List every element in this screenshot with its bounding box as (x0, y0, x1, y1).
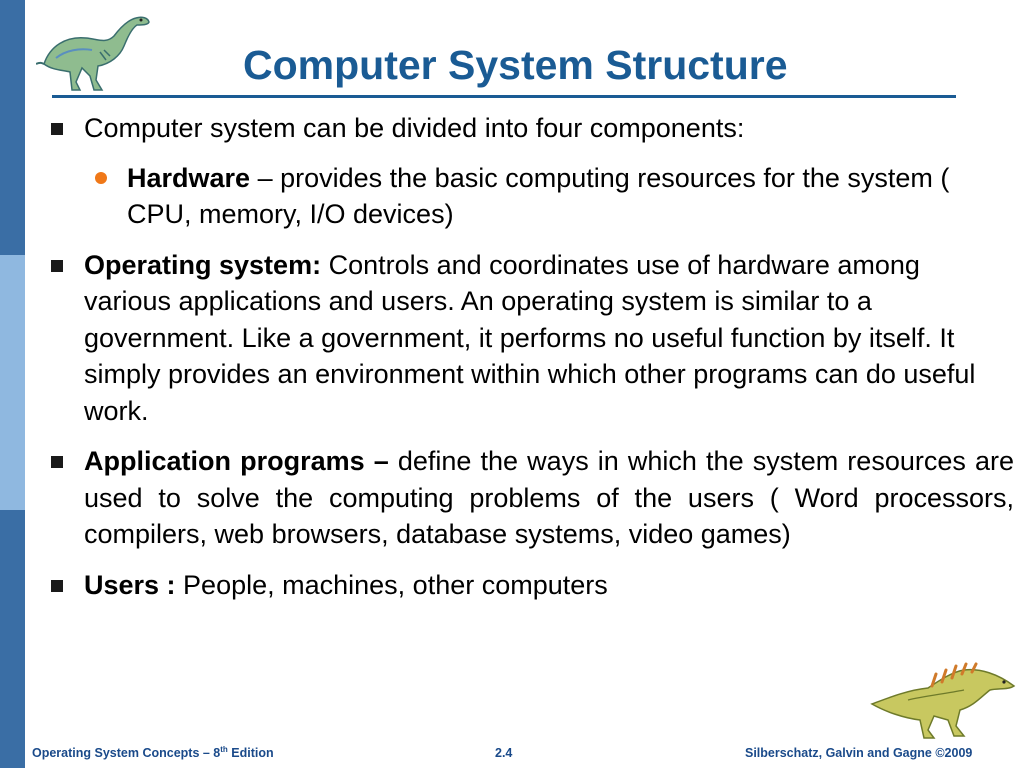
dinosaur-icon (36, 6, 156, 96)
dinosaur-icon (868, 660, 1018, 740)
bullet-item-hardware (92, 160, 1014, 233)
item-heading: Hardware (127, 162, 251, 193)
footer-book-title (32, 746, 274, 760)
page-title: Computer System Structure (243, 42, 788, 88)
sidebar-segment-middle (0, 255, 25, 510)
bullet-item-application-programs (48, 443, 1014, 553)
square-bullet-icon (51, 580, 63, 592)
bullet-item-operating-system (48, 247, 1014, 430)
item-text: People, machines, other computers (175, 569, 608, 600)
square-bullet-icon (51, 123, 63, 135)
item-text: Computer system can be divided into four components: (84, 113, 745, 143)
title-divider (52, 95, 956, 98)
item-heading: Users : (84, 569, 176, 600)
slide-body (48, 110, 1014, 603)
left-sidebar-bar (0, 0, 25, 768)
footer-superscript: th (220, 744, 228, 754)
square-bullet-icon (51, 260, 63, 272)
dot-bullet-icon (95, 172, 107, 184)
item-text: Controls and coordinates use of hardware among various applications and users. An operating system is similar to a government. Like a government, it performs no useful function by itself. It simply provides an environment within which other programs can do useful work. (84, 249, 976, 426)
footer-edition-text: Edition (227, 746, 274, 760)
footer-book-title-text: Operating System Concepts – 8 (32, 746, 221, 760)
footer-authors: Silberschatz, Galvin and Gagne ©2009 (745, 746, 973, 760)
bullet-item-components (48, 110, 1014, 147)
item-heading: Operating system: (84, 249, 322, 280)
bullet-item-users (48, 567, 1014, 604)
page-number: 2.4 (495, 746, 513, 760)
item-text: define the ways in which the system resources are used to solve the computing problems of the users ( Word processors, compilers, web browsers, database systems, video games) (84, 446, 1014, 549)
item-heading: Application programs – (84, 446, 389, 476)
square-bullet-icon (51, 456, 63, 468)
sidebar-segment-bottom (0, 510, 25, 768)
sidebar-segment-top (0, 0, 25, 255)
item-text: – provides the basic computing resources for the system ( CPU, memory, I/O devices) (127, 162, 950, 229)
